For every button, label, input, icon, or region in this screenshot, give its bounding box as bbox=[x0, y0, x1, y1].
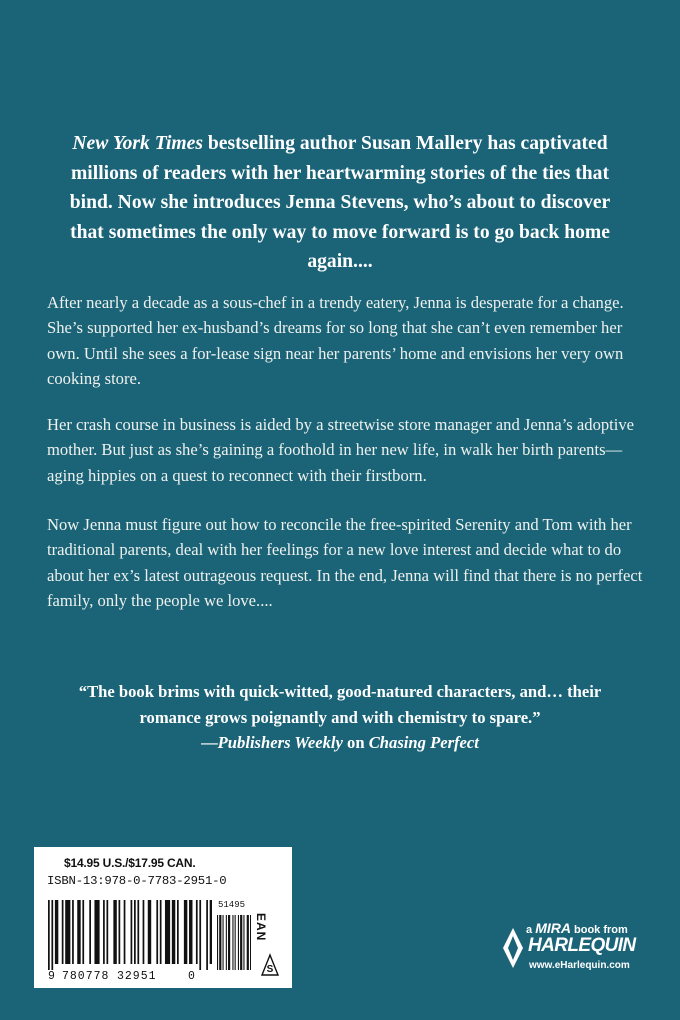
barcode-bar bbox=[119, 900, 121, 964]
barcode-bar bbox=[103, 900, 105, 964]
attribution-on: on bbox=[342, 733, 369, 752]
barcode-bar bbox=[217, 915, 218, 970]
price-label: $14.95 U.S./$17.95 CAN. bbox=[64, 856, 196, 870]
barcode-bar bbox=[172, 900, 175, 964]
barcode-bar bbox=[113, 900, 116, 964]
attribution-dash: — bbox=[201, 733, 218, 752]
barcode-bar bbox=[226, 915, 227, 970]
recycle-s-icon bbox=[260, 953, 280, 977]
barcode-bar bbox=[156, 900, 158, 964]
review-quote: “The book brims with quick-witted, good-natured characters, and… their romance grows poignantly and with chemistry to spare.” bbox=[78, 682, 602, 727]
barcode-bar bbox=[206, 900, 208, 970]
barcode-bar bbox=[89, 900, 91, 964]
barcode-bars bbox=[48, 900, 212, 970]
barcode-bar bbox=[77, 900, 80, 964]
barcode-bar bbox=[131, 900, 133, 964]
svg-text:S: S bbox=[266, 964, 274, 975]
ean-label: EAN bbox=[254, 913, 268, 942]
barcode-bar bbox=[55, 900, 58, 964]
barcode-bar bbox=[134, 900, 136, 964]
imprint-a: a bbox=[526, 924, 536, 936]
attribution-title: Chasing Perfect bbox=[368, 733, 479, 752]
barcode-bar bbox=[235, 915, 236, 970]
barcode-box bbox=[34, 847, 292, 988]
barcode-bar bbox=[72, 900, 74, 964]
barcode-bar bbox=[177, 900, 179, 964]
addon-barcode-bars bbox=[217, 915, 251, 970]
publisher-url: www.eHarlequin.com bbox=[529, 960, 630, 971]
barcode-bar bbox=[228, 915, 230, 970]
publisher-imprint-line bbox=[526, 920, 628, 936]
barcode-bar bbox=[137, 900, 139, 964]
barcode-bar bbox=[51, 900, 53, 970]
barcode-digit-check: 0 bbox=[188, 970, 195, 983]
harlequin-diamond-icon bbox=[502, 924, 524, 972]
synopsis-paragraph-2: Her crash course in business is aided by a streetwise store manager and Jenna’s adoptive mother. But just as she’s gaining a foothold in her new life, in walk her birth parents—aging hippies on a quest to reconnect with their firstborn. bbox=[47, 415, 635, 485]
publisher-logo bbox=[502, 920, 652, 980]
barcode-bar bbox=[48, 900, 50, 970]
intro-blurb bbox=[52, 129, 628, 277]
isbn-label: ISBN-13:978-0-7783-2951-0 bbox=[47, 874, 227, 888]
barcode-bar bbox=[240, 915, 242, 970]
review-attribution bbox=[60, 730, 620, 756]
barcode-bar bbox=[250, 915, 251, 970]
barcode-bar bbox=[82, 900, 84, 964]
barcode-bar bbox=[65, 900, 70, 964]
barcode-bar bbox=[189, 900, 192, 964]
barcode-bar bbox=[106, 900, 108, 964]
barcode-bar bbox=[124, 900, 126, 964]
barcode-bar bbox=[223, 915, 224, 970]
barcode-bar bbox=[143, 900, 145, 964]
barcode-bar bbox=[238, 915, 239, 970]
barcode-bar bbox=[148, 900, 151, 964]
barcode-bar bbox=[62, 900, 64, 964]
barcode-bar bbox=[184, 900, 187, 964]
barcode-bar bbox=[94, 900, 99, 964]
intro-italic-lead: New York Times bbox=[72, 133, 203, 154]
synopsis-paragraph-3: Now Jenna must figure out how to reconcile the free-spirited Serenity and Tom with her traditional parents, deal with her feelings for a new love interest and decide what to do about her ex’s latest outrageous request. In the end, Jenna will find that there is no perfect family, only the people we love.... bbox=[47, 515, 643, 611]
barcode-bar bbox=[165, 900, 170, 964]
barcode-bar bbox=[199, 900, 201, 970]
barcode-bar bbox=[232, 915, 233, 970]
barcode-digits-left: 780778 bbox=[62, 970, 110, 983]
addon-number: 51495 bbox=[218, 900, 246, 910]
barcode-bar bbox=[247, 915, 249, 970]
barcode-bar bbox=[160, 900, 162, 964]
barcode-bar bbox=[243, 915, 244, 970]
barcode-bar bbox=[219, 915, 221, 970]
barcode-digit-lead: 9 bbox=[48, 970, 55, 983]
attribution-source: Publishers Weekly bbox=[217, 733, 343, 752]
barcode-bar bbox=[196, 900, 198, 964]
publisher-name: HARLEQUIN bbox=[528, 935, 636, 956]
imprint-book-from: book from bbox=[570, 924, 628, 936]
imprint-mira: MIRA bbox=[535, 920, 571, 936]
synopsis-paragraph-1: After nearly a decade as a sous-chef in a trendy eatery, Jenna is desperate for a change. She’s supported her ex-husband’s dreams for so long that she can’t even remember her own. Until she sees a for-lease sign near her parents’ home and envisions her very own cooking store. bbox=[47, 293, 624, 389]
barcode-digits-right: 32951 bbox=[117, 970, 157, 983]
barcode-bar bbox=[210, 900, 212, 964]
intro-text: bestselling author Susan Mallery has captivated millions of readers with her heartwarming stories of the ties that bind. Now she introduces Jenna Stevens, who’s about to discover that sometimes the only way to move forward is to go back home again.... bbox=[69, 133, 611, 273]
